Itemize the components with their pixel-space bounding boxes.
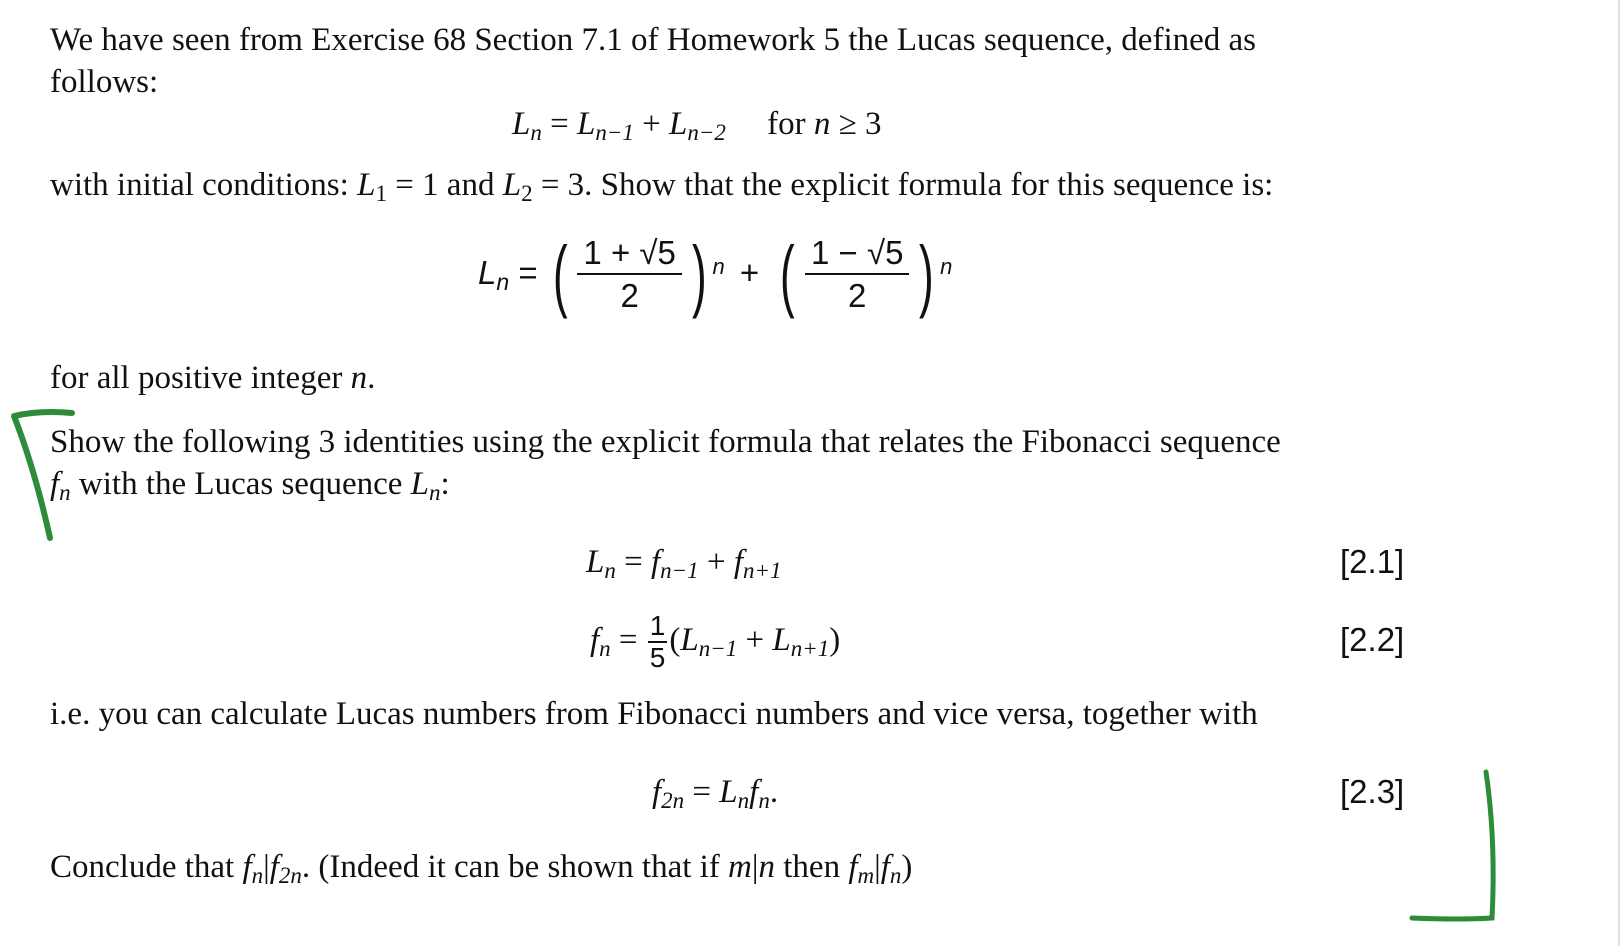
for-all-positive-integer: for all positive integer n. [50, 360, 376, 396]
calc-note: i.e. you can calculate Lucas numbers from Fibonacci numbers and vice versa, together with [50, 696, 1258, 732]
open-bracket-annotation [14, 412, 72, 538]
identity-2-2: $f_n$ = $\frac{1}{5}$ $(L_{n-1} + L_{n+1})$ [590, 610, 841, 674]
conclusion: Conclude that $f_n|f_{2n}$. (Indeed it can be shown that if m|n then $f_m|f_n$) [50, 849, 913, 888]
intro-line-2: follows: [50, 64, 159, 100]
identity-2-3: $f_{2n} = L_nf_n$. [652, 774, 779, 813]
close-bracket-annotation [1412, 772, 1493, 919]
identities-intro-line-1: Show the following 3 identities using the explicit formula that relates the Fibonacci sequence [50, 424, 1281, 460]
tag-2-3: [2.3] [1340, 773, 1405, 810]
identities-intro-line-2: $f_n$ with the Lucas sequence $L_n$: [50, 466, 450, 505]
tag-2-1: [2.1] [1340, 543, 1405, 580]
tag-2-2: [2.2] [1340, 621, 1405, 658]
explicit-formula: $L_n$ = ( $\frac{1 + √5}{2}$ ) n + ( $\frac{1 - √5}{2}$ ) n [478, 230, 953, 320]
initial-conditions: with initial conditions: $L_1 = 1$ and $L_2 = 3$. Show that the explicit formula for this sequence is: [50, 167, 1274, 206]
identity-2-1: $L_n = f_{n-1} + f_{n+1}$ [586, 544, 782, 583]
intro-line-1: We have seen from Exercise 68 Section 7.1 of Homework 5 the Lucas sequence, defined as [50, 22, 1256, 58]
recurrence-equation: $L_n = L_{n-1} + L_{n-2}$ for n ≥ 3 [512, 106, 882, 145]
